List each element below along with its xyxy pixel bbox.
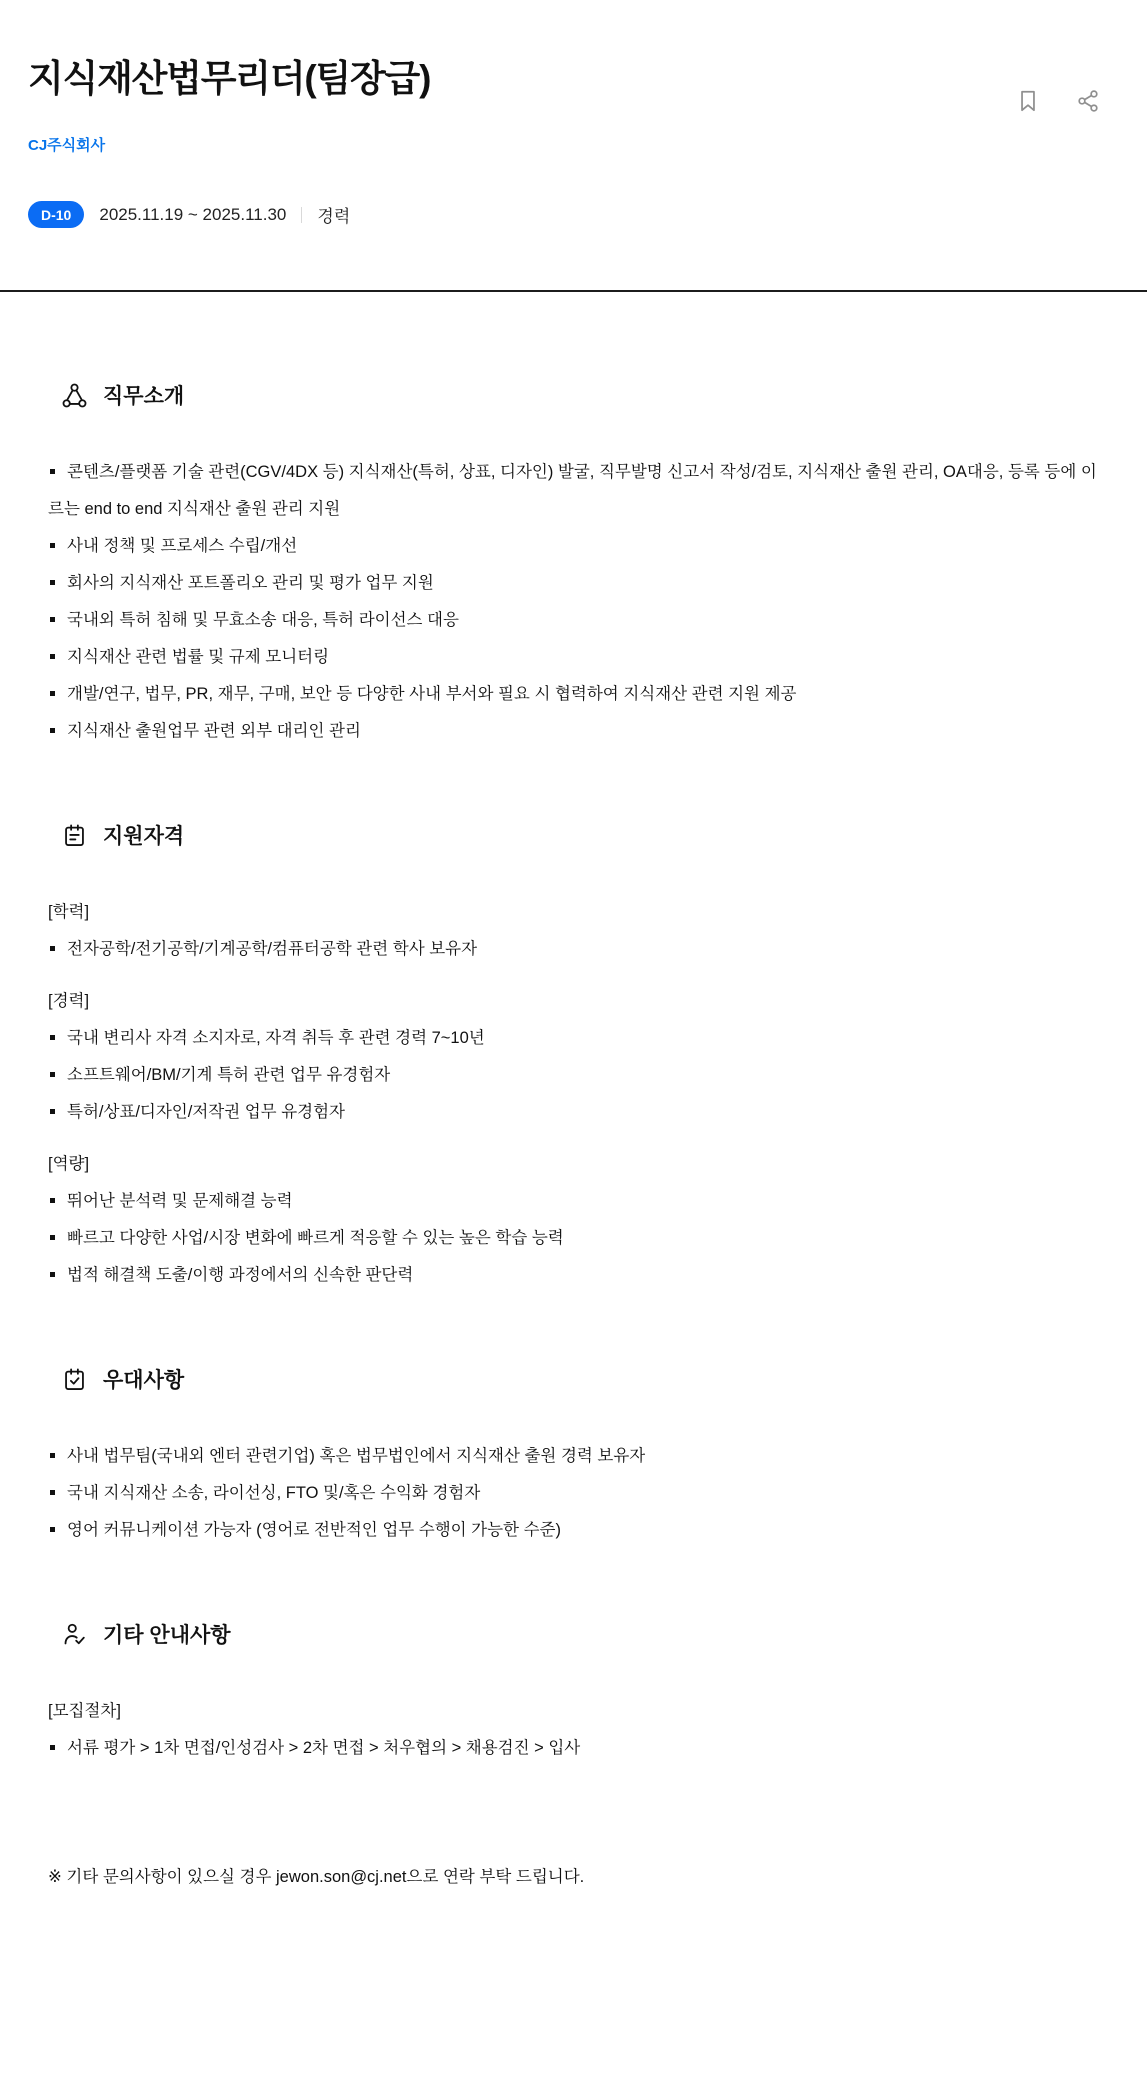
list-item: 지식재산 관련 법률 및 규제 모니터링 bbox=[48, 639, 1107, 676]
dday-badge: D-10 bbox=[28, 201, 84, 228]
posting-header bbox=[0, 48, 1147, 228]
list-item: 전자공학/전기공학/기계공학/컴퓨터공학 관련 학사 보유자 bbox=[48, 931, 1107, 968]
header-divider bbox=[0, 290, 1147, 292]
bullet-group-process bbox=[48, 1693, 1107, 1767]
list-item: 사내 법무팀(국내외 엔터 관련기업) 혹은 법무법인에서 지식재산 출원 경력 보유자 bbox=[48, 1438, 1107, 1475]
share-icon bbox=[1075, 88, 1101, 114]
group-label: [경력] bbox=[48, 992, 90, 1010]
section-other-info-body bbox=[48, 1693, 1107, 1767]
section-qualifications bbox=[48, 820, 1107, 1294]
meta-divider bbox=[301, 207, 302, 223]
list-item: 뛰어난 분석력 및 문제해결 능력 bbox=[48, 1183, 1107, 1220]
section-other-info-header bbox=[61, 1619, 1107, 1649]
bullet-list bbox=[48, 1730, 1107, 1767]
section-job-intro bbox=[48, 380, 1107, 750]
section-preferred bbox=[48, 1364, 1107, 1549]
page-title: 지식재산법무리더(팀장급) bbox=[28, 58, 431, 99]
group-icon bbox=[61, 382, 88, 409]
section-job-intro-header bbox=[61, 380, 1107, 410]
list-item: 영어 커뮤니케이션 가능자 (영어로 전반적인 업무 수행이 가능한 수준) bbox=[48, 1512, 1107, 1549]
list-item: 소프트웨어/BM/기계 특허 관련 업무 유경험자 bbox=[48, 1057, 1107, 1094]
list-item: 사내 정책 및 프로세스 수립/개선 bbox=[48, 528, 1107, 565]
list-item: 특허/상표/디자인/저작권 업무 유경험자 bbox=[48, 1094, 1107, 1131]
list-item: 국내 변리사 자격 소지자로, 자격 취득 후 관련 경력 7~10년 bbox=[48, 1020, 1107, 1057]
date-range: 2025.11.19 ~ 2025.11.30 bbox=[99, 204, 287, 224]
section-title: 우대사항 bbox=[103, 1369, 185, 1392]
clipboard-check-icon bbox=[61, 1366, 88, 1393]
list-item: 서류 평가 > 1차 면접/인성검사 > 2차 면접 > 처우협의 > 채용검진 > 입사 bbox=[48, 1730, 1107, 1767]
bookmark-button[interactable] bbox=[1015, 88, 1041, 114]
group-label: [학력] bbox=[48, 903, 90, 921]
header-actions bbox=[1015, 88, 1101, 114]
list-item: 지식재산 출원업무 관련 외부 대리인 관리 bbox=[48, 713, 1107, 750]
career-type: 경력 bbox=[317, 207, 351, 226]
bullet-group-education bbox=[48, 894, 1107, 968]
section-job-intro-body bbox=[48, 454, 1107, 750]
bullet-group bbox=[48, 454, 1107, 750]
list-item: 빠르고 다양한 사업/시장 변화에 빠르게 적응할 수 있는 높은 학습 능력 bbox=[48, 1220, 1107, 1257]
clipboard-icon bbox=[61, 822, 88, 849]
bullet-group bbox=[48, 1438, 1107, 1549]
bullet-list bbox=[48, 931, 1107, 968]
contact-note: ※ 기타 문의사항이 있으실 경우 jewon.son@cj.net으로 연락 부탁 드립니다. bbox=[48, 1868, 585, 1886]
job-posting-page bbox=[0, 48, 1147, 2087]
bookmark-icon bbox=[1015, 88, 1041, 114]
section-preferred-header bbox=[61, 1364, 1107, 1394]
section-qualifications-body bbox=[48, 894, 1107, 1294]
section-other-info bbox=[48, 1619, 1107, 1767]
section-title: 지원자격 bbox=[103, 825, 185, 848]
bullet-list bbox=[48, 454, 1107, 750]
section-title: 기타 안내사항 bbox=[103, 1624, 231, 1647]
section-qualifications-header bbox=[61, 820, 1107, 850]
bullet-list bbox=[48, 1020, 1107, 1131]
list-item: 콘텐츠/플랫폼 기술 관련(CGV/4DX 등) 지식재산(특허, 상표, 디자인) 발굴, 직무발명 신고서 작성/검토, 지식재산 출원 관리, OA대응, 등록 등에 이르는 end to end 지식재산 출원 관리 지원 bbox=[48, 454, 1107, 528]
section-preferred-body bbox=[48, 1438, 1107, 1549]
group-label: [역량] bbox=[48, 1155, 90, 1173]
list-item: 국내 지식재산 소송, 라이선싱, FTO 및/혹은 수익화 경험자 bbox=[48, 1475, 1107, 1512]
bullet-list bbox=[48, 1183, 1107, 1294]
posting-meta bbox=[28, 201, 1101, 228]
list-item: 개발/연구, 법무, PR, 재무, 구매, 보안 등 다양한 사내 부서와 필요 시 협력하여 지식재산 관련 지원 제공 bbox=[48, 676, 1107, 713]
bullet-group-career bbox=[48, 983, 1107, 1131]
posting-sections bbox=[0, 380, 1147, 2087]
share-button[interactable] bbox=[1075, 88, 1101, 114]
list-item: 법적 해결책 도출/이행 과정에서의 신속한 판단력 bbox=[48, 1257, 1107, 1294]
list-item: 국내외 특허 침해 및 무효소송 대응, 특허 라이선스 대응 bbox=[48, 602, 1107, 639]
list-item: 회사의 지식재산 포트폴리오 관리 및 평가 업무 지원 bbox=[48, 565, 1107, 602]
bullet-list bbox=[48, 1438, 1107, 1549]
section-title: 직무소개 bbox=[103, 385, 185, 408]
person-check-icon bbox=[61, 1621, 88, 1648]
group-label: [모집절차] bbox=[48, 1702, 121, 1720]
bullet-group-competency bbox=[48, 1146, 1107, 1294]
company-link[interactable]: CJ주식회사 bbox=[28, 137, 106, 154]
